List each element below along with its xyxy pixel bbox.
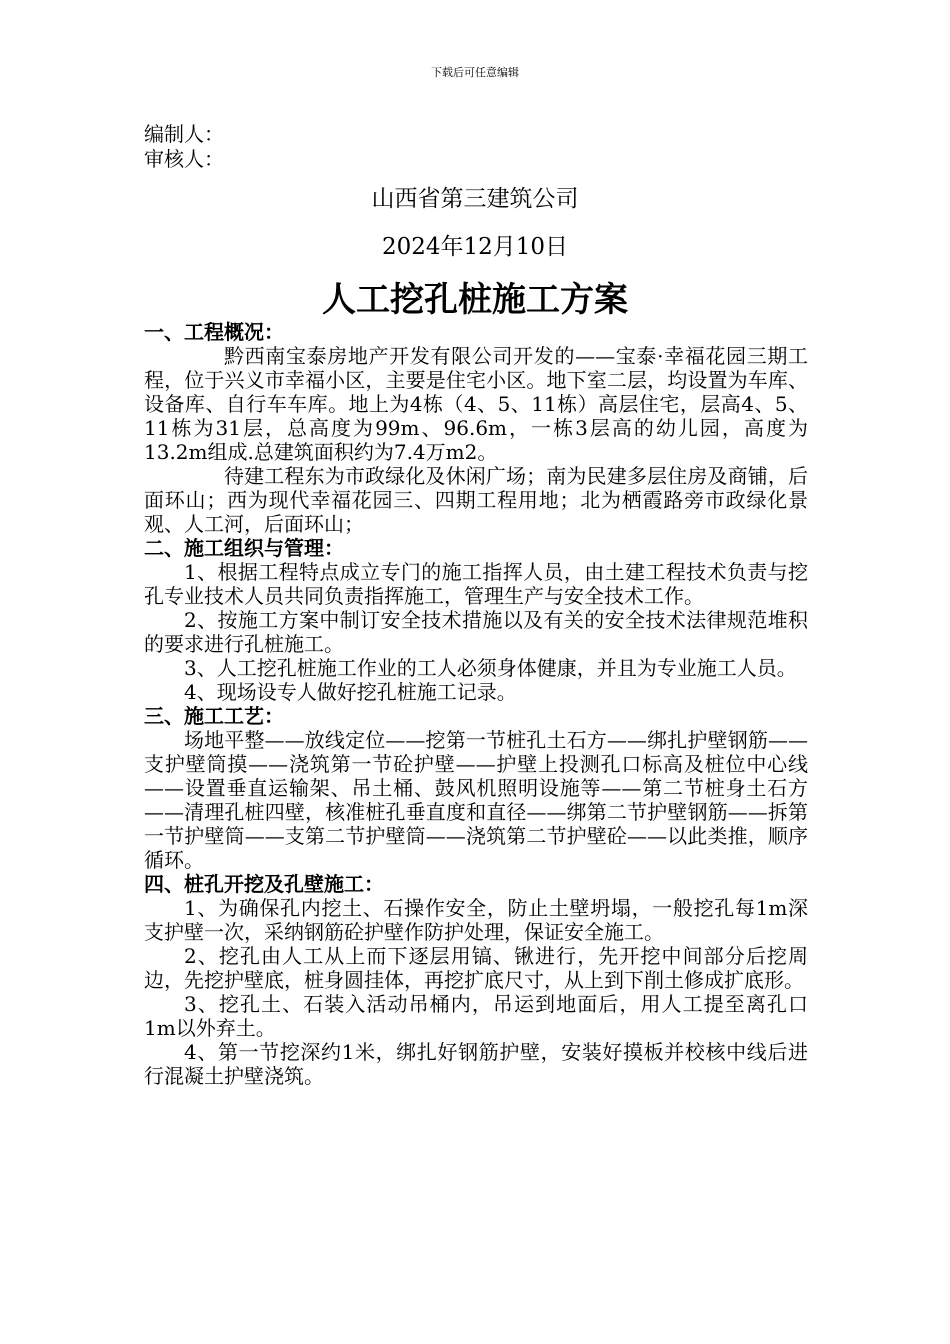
reviewer-label: 审核人：	[144, 147, 224, 171]
paragraph: 3、挖孔土、石装入活动吊桶内，吊运到地面后，用人工提至离孔口1m以外弃土。	[144, 992, 808, 1040]
meta-block	[144, 122, 808, 172]
section-heading: 二、施工组织与管理：	[144, 536, 344, 560]
paragraph: 黔西南宝泰房地产开发有限公司开发的——宝泰·幸福花园三期工程，位于兴义市幸福小区，主要是住宅小区。地下室二层，均设置为车库、设备库、自行车车库。地上为4栋（4、5、11栋）高层住宅，层高4、5、11栋为31层，总高度为99m、96.6m，一栋3层高的幼儿园，高度为13.2m组成.总建筑面积约为7.4万m2。	[144, 344, 808, 464]
section-organization	[144, 536, 808, 704]
section-heading: 三、施工工艺：	[144, 704, 284, 728]
document-date: 2024年12月10日	[381, 234, 569, 260]
section-heading: 一、工程概况：	[144, 320, 284, 344]
paragraph: 1、为确保孔内挖土、石操作安全，防止土壁坍塌，一般挖孔每1m深支护壁一次，采纳钢筋砼护壁作防护处理，保证安全施工。	[144, 896, 808, 944]
section-excavation	[144, 872, 808, 1088]
paragraph: 1、根据工程特点成立专门的施工指挥人员，由土建工程技术负责与挖孔专业技术人员共同负责指挥施工，管理生产与安全技术工作。	[144, 560, 808, 608]
page-header-note: 下载后可任意编辑	[431, 66, 519, 79]
paragraph: 4、现场设专人做好挖孔桩施工记录。	[184, 680, 517, 704]
editor-label: 编制人：	[144, 122, 224, 146]
paragraph: 待建工程东为市政绿化及休闲广场；南为民建多层住房及商铺，后面环山；西为现代幸福花园三、四期工程用地；北为栖霞路旁市政绿化景观、人工河，后面环山；	[144, 464, 808, 536]
section-overview	[144, 320, 808, 536]
paragraph: 2、挖孔由人工从上而下逐层用镐、锹进行，先开挖中间部分后挖周边，先挖护壁底，桩身圆挂体，再挖扩底尺寸，从上到下削土修成扩底形。	[144, 944, 808, 992]
paragraph: 4、第一节挖深约1米，绑扎好钢筋护壁，安装好摸板并校核中线后进行混凝土护壁浇筑。	[144, 1040, 808, 1088]
section-heading: 四、桩孔开挖及孔壁施工：	[144, 872, 384, 896]
section-process	[144, 704, 808, 872]
document-title: 人工挖孔桩施工方案	[322, 280, 628, 320]
paragraph: 2、按施工方案中制订安全技术措施以及有关的安全技术法律规范堆积的要求进行孔桩施工。	[144, 608, 808, 656]
document-body	[144, 320, 808, 1088]
paragraph: 场地平整——放线定位——挖第一节桩孔土石方——绑扎护壁钢筋——支护壁筒摸——浇筑第一节砼护壁——护壁上投测孔口标高及桩位中心线——设置垂直运输架、吊土桶、鼓风机照明设施等——第二节桩身土石方——清理孔桩四壁，核准桩孔垂直度和直径——绑第二节护壁钢筋——拆第一节护壁筒——支第二节护壁筒——浇筑第二节护壁砼——以此类推，顺序循环。	[144, 728, 808, 872]
paragraph: 3、人工挖孔桩施工作业的工人必须身体健康，并且为专业施工人员。	[184, 656, 797, 680]
company-name: 山西省第三建筑公司	[371, 186, 579, 212]
